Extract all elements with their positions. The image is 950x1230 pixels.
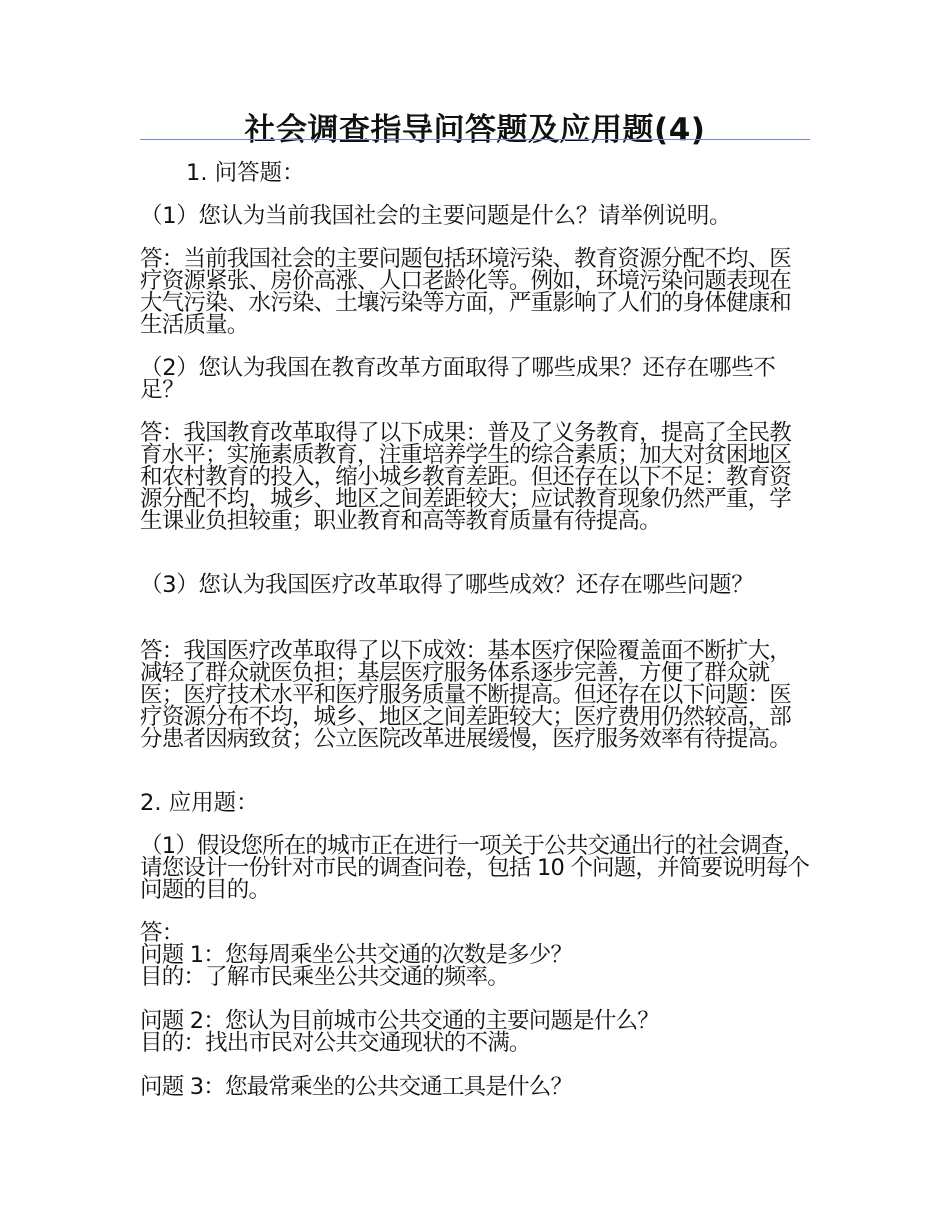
survey-question-1: 问题 1：您每周乘坐公共交通的次数是多少？ [140, 942, 573, 968]
survey-purpose-2: 目的：找出市民对公共交通现状的不满。 [140, 1030, 531, 1056]
question-1: （1）您认为当前我国社会的主要问题是什么？请举例说明。 [140, 203, 732, 229]
answer-label: 答： [140, 920, 184, 946]
title-underline [140, 139, 810, 140]
survey-question-3: 问题 3：您最常乘坐的公共交通工具是什么？ [140, 1074, 573, 1100]
application-question-1: （1）假设您所在的城市正在进行一项关于公共交通出行的社会调查，请您设计一份针对市民的调查问卷，包括 10 个问题，并简要说明每个问题的目的。 [140, 833, 810, 903]
answer-1: 答：当前我国社会的主要问题包括环境污染、教育资源分配不均、医疗资源紧张、房价高涨、人口老龄化等。例如，环境污染问题表现在大气污染、水污染、土壤污染等方面，严重影响了人们的身体健康和生活质量。 [140, 246, 792, 338]
question-2: （2）您认为我国在教育改革方面取得了哪些成果？还存在哪些不足？ [140, 355, 776, 403]
survey-question-2: 问题 2：您认为目前城市公共交通的主要问题是什么？ [140, 1008, 659, 1034]
section-heading-application: 2. 应用题： [140, 790, 259, 816]
question-3: （3）您认为我国医疗改革取得了哪些成效？还存在哪些问题？ [140, 572, 754, 598]
document-title: 社会调查指导问答题及应用题(4) [244, 112, 706, 148]
answer-3: 答：我国医疗改革取得了以下成效：基本医疗保险覆盖面不断扩大，减轻了群众就医负担；基层医疗服务体系逐步完善，方便了群众就医；医疗技术水平和医疗服务质量不断提高。但还存在以下问题：医疗资源分布不均，城乡、地区之间差距较大；医疗费用仍然较高，部分患者因病致贫；公立医院改革进展缓慢，医疗服务效率有待提高。 [140, 638, 792, 752]
section-heading-qa: 1. 问答题： [186, 160, 305, 186]
survey-purpose-1: 目的：了解市民乘坐公共交通的频率。 [140, 964, 509, 990]
answer-2: 答：我国教育改革取得了以下成果：普及了义务教育，提高了全民教育水平；实施素质教育，注重培养学生的综合素质；加大对贫困地区和农村教育的投入，缩小城乡教育差距。但还存在以下不足：教育资源分配不均，城乡、地区之间差距较大；应试教育现象仍然严重，学生课业负担较重；职业教育和高等教育质量有待提高。 [140, 420, 792, 534]
